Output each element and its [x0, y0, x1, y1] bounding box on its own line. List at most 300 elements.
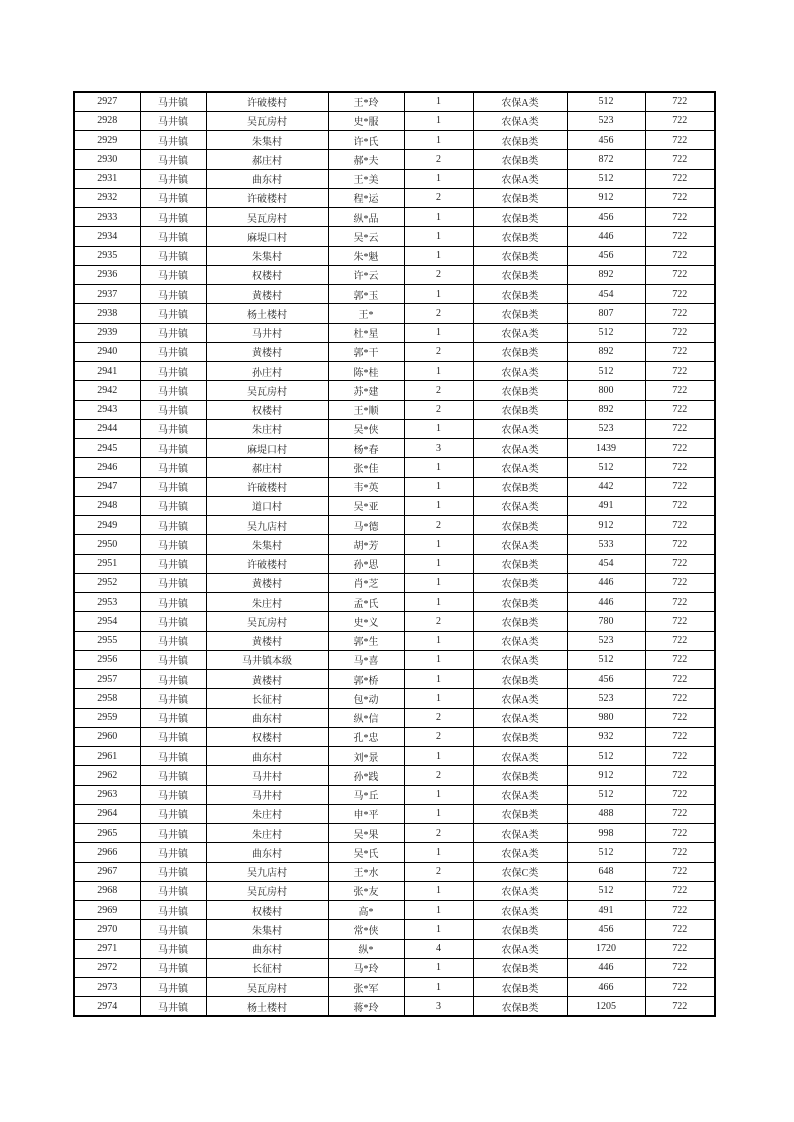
table-cell: 王*美 [328, 169, 404, 188]
table-cell: 农保B类 [473, 285, 567, 304]
table-cell: 2958 [74, 689, 140, 708]
table-cell: 农保B类 [473, 670, 567, 689]
table-cell: 454 [567, 554, 645, 573]
table-cell: 朱集村 [206, 920, 328, 939]
table-cell: 许破楼村 [206, 477, 328, 496]
table-cell: 马*德 [328, 516, 404, 535]
table-cell: 722 [645, 881, 715, 900]
table-cell: 马井镇 [140, 285, 206, 304]
table-cell: 2942 [74, 381, 140, 400]
table-cell: 农保A类 [473, 939, 567, 958]
table-cell: 王* [328, 304, 404, 323]
table-cell: 马井镇 [140, 516, 206, 535]
table-cell: 2941 [74, 362, 140, 381]
table-cell: 马井镇 [140, 92, 206, 111]
table-cell: 马井镇 [140, 227, 206, 246]
table-cell: 456 [567, 920, 645, 939]
table-cell: 农保B类 [473, 131, 567, 150]
table-cell: 912 [567, 766, 645, 785]
table-cell: 杜*星 [328, 323, 404, 342]
table-cell: 马井镇 [140, 824, 206, 843]
table-cell: 722 [645, 708, 715, 727]
table-cell: 马井镇 [140, 208, 206, 227]
table-row [74, 150, 715, 169]
table-row [74, 727, 715, 746]
table-row [74, 362, 715, 381]
table-cell: 杨土楼村 [206, 997, 328, 1016]
table-cell: 史*服 [328, 111, 404, 130]
table-cell: 孟*氏 [328, 593, 404, 612]
table-cell: 农保B类 [473, 188, 567, 207]
table-cell: 马井镇 [140, 862, 206, 881]
table-cell: 马井镇 [140, 843, 206, 862]
table-cell: 农保B类 [473, 265, 567, 284]
table-cell: 722 [645, 169, 715, 188]
table-cell: 2 [404, 708, 473, 727]
table-cell: 马井村 [206, 785, 328, 804]
table-cell: 1 [404, 650, 473, 669]
table-cell: 农保A类 [473, 785, 567, 804]
table-cell: 农保B类 [473, 593, 567, 612]
table-cell: 孙*践 [328, 766, 404, 785]
table-cell: 722 [645, 727, 715, 746]
table-row [74, 612, 715, 631]
table-cell: 2936 [74, 265, 140, 284]
table-cell: 1 [404, 362, 473, 381]
table-cell: 1 [404, 554, 473, 573]
table-cell: 1 [404, 323, 473, 342]
table-cell: 722 [645, 824, 715, 843]
table-cell: 722 [645, 362, 715, 381]
table-cell: 722 [645, 111, 715, 130]
table-cell: 孔*忠 [328, 727, 404, 746]
table-cell: 2 [404, 400, 473, 419]
table-cell: 马井镇 [140, 573, 206, 592]
table-cell: 780 [567, 612, 645, 631]
table-cell: 史*义 [328, 612, 404, 631]
table-cell: 农保C类 [473, 862, 567, 881]
table-cell: 1 [404, 670, 473, 689]
table-cell: 998 [567, 824, 645, 843]
table-cell: 郭*干 [328, 342, 404, 361]
table-cell: 1 [404, 285, 473, 304]
table-cell: 1 [404, 573, 473, 592]
table-cell: 1 [404, 246, 473, 265]
table-cell: 麻堤口村 [206, 227, 328, 246]
table-cell: 2956 [74, 650, 140, 669]
table-cell: 722 [645, 747, 715, 766]
table-row [74, 323, 715, 342]
table-row [74, 785, 715, 804]
table-cell: 长征村 [206, 958, 328, 977]
table-cell: 456 [567, 670, 645, 689]
table-cell: 黄楼村 [206, 573, 328, 592]
table-cell: 马井镇 [140, 439, 206, 458]
table-cell: 722 [645, 477, 715, 496]
table-cell: 512 [567, 362, 645, 381]
table-cell: 农保A类 [473, 419, 567, 438]
table-cell: 马*丘 [328, 785, 404, 804]
table-cell: 胡*芳 [328, 535, 404, 554]
table-cell: 2938 [74, 304, 140, 323]
table-cell: 农保A类 [473, 169, 567, 188]
table-cell: 王*水 [328, 862, 404, 881]
table-cell: 郭*桥 [328, 670, 404, 689]
table-cell: 2934 [74, 227, 140, 246]
table-cell: 2930 [74, 150, 140, 169]
table-cell: 马井镇 [140, 920, 206, 939]
table-cell: 农保A类 [473, 843, 567, 862]
table-cell: 722 [645, 573, 715, 592]
table-row [74, 131, 715, 150]
table-cell: 朱集村 [206, 535, 328, 554]
table-cell: 446 [567, 958, 645, 977]
table-cell: 2968 [74, 881, 140, 900]
table-cell: 1 [404, 496, 473, 515]
table-cell: 马井村 [206, 323, 328, 342]
table-cell: 2957 [74, 670, 140, 689]
table-cell: 2951 [74, 554, 140, 573]
table-cell: 许*氏 [328, 131, 404, 150]
table-cell: 722 [645, 785, 715, 804]
table-cell: 农保B类 [473, 400, 567, 419]
table-cell: 马井镇 [140, 400, 206, 419]
table-cell: 农保A类 [473, 92, 567, 111]
table-cell: 2959 [74, 708, 140, 727]
table-cell: 道口村 [206, 496, 328, 515]
table-cell: 722 [645, 843, 715, 862]
table-cell: 722 [645, 400, 715, 419]
table-cell: 马井镇 [140, 612, 206, 631]
table-cell: 2973 [74, 978, 140, 997]
table-cell: 2949 [74, 516, 140, 535]
table-cell: 2966 [74, 843, 140, 862]
table-cell: 申*平 [328, 804, 404, 823]
table-cell: 456 [567, 246, 645, 265]
table-cell: 农保A类 [473, 689, 567, 708]
table-cell: 吴*侠 [328, 419, 404, 438]
table-row [74, 92, 715, 111]
table-cell: 农保A类 [473, 650, 567, 669]
table-cell: 2 [404, 766, 473, 785]
table-cell: 512 [567, 881, 645, 900]
table-cell: 1 [404, 689, 473, 708]
table-row [74, 958, 715, 977]
table-cell: 吴九店村 [206, 516, 328, 535]
table-cell: 吴瓦房村 [206, 978, 328, 997]
table-cell: 722 [645, 958, 715, 977]
table-cell: 朱*魁 [328, 246, 404, 265]
table-cell: 农保B类 [473, 727, 567, 746]
table-cell: 1 [404, 747, 473, 766]
table-cell: 2955 [74, 631, 140, 650]
table-cell: 807 [567, 304, 645, 323]
table-cell: 孙庄村 [206, 362, 328, 381]
table-cell: 1 [404, 458, 473, 477]
table-cell: 农保A类 [473, 708, 567, 727]
table-cell: 2 [404, 862, 473, 881]
table-cell: 农保A类 [473, 496, 567, 515]
table-cell: 1 [404, 419, 473, 438]
table-row [74, 554, 715, 573]
table-cell: 722 [645, 285, 715, 304]
table-cell: 2944 [74, 419, 140, 438]
table-cell: 1 [404, 881, 473, 900]
table-cell: 农保B类 [473, 381, 567, 400]
table-cell: 446 [567, 593, 645, 612]
table-cell: 722 [645, 188, 715, 207]
table-row [74, 169, 715, 188]
table-cell: 2948 [74, 496, 140, 515]
table-cell: 农保B类 [473, 227, 567, 246]
table-cell: 黄楼村 [206, 631, 328, 650]
table-cell: 1439 [567, 439, 645, 458]
table-body [74, 92, 715, 1016]
table-cell: 2 [404, 304, 473, 323]
table-cell: 1 [404, 208, 473, 227]
table-cell: 2 [404, 342, 473, 361]
table-cell: 黄楼村 [206, 670, 328, 689]
table-cell: 2970 [74, 920, 140, 939]
table-cell: 许破楼村 [206, 92, 328, 111]
table-cell: 722 [645, 381, 715, 400]
table-cell: 722 [645, 92, 715, 111]
table-cell: 1 [404, 901, 473, 920]
table-cell: 张*佳 [328, 458, 404, 477]
table-cell: 黄楼村 [206, 285, 328, 304]
table-row [74, 342, 715, 361]
table-cell: 722 [645, 612, 715, 631]
table-cell: 农保A类 [473, 362, 567, 381]
table-cell: 纵*信 [328, 708, 404, 727]
table-cell: 722 [645, 246, 715, 265]
table-cell: 932 [567, 727, 645, 746]
table-cell: 农保B类 [473, 920, 567, 939]
table-cell: 912 [567, 516, 645, 535]
table-cell: 512 [567, 458, 645, 477]
table-cell: 杨*春 [328, 439, 404, 458]
table-cell: 农保B类 [473, 516, 567, 535]
table-cell: 马井镇 [140, 785, 206, 804]
table-cell: 3 [404, 997, 473, 1016]
table-cell: 2 [404, 612, 473, 631]
table-cell: 648 [567, 862, 645, 881]
table-cell: 456 [567, 208, 645, 227]
table-cell: 农保B类 [473, 997, 567, 1016]
table-cell: 吴九店村 [206, 862, 328, 881]
table-cell: 722 [645, 766, 715, 785]
table-cell: 马井镇 [140, 978, 206, 997]
table-row [74, 285, 715, 304]
table-row [74, 978, 715, 997]
table-cell: 吴瓦房村 [206, 881, 328, 900]
table-cell: 马井镇 [140, 901, 206, 920]
table-cell: 2927 [74, 92, 140, 111]
table-cell: 马井镇 [140, 419, 206, 438]
table-cell: 2940 [74, 342, 140, 361]
table-cell: 农保A类 [473, 323, 567, 342]
table-cell: 马井镇本级 [206, 650, 328, 669]
table-cell: 1 [404, 92, 473, 111]
table-cell: 许破楼村 [206, 188, 328, 207]
table-cell: 512 [567, 169, 645, 188]
table-cell: 1720 [567, 939, 645, 958]
table-cell: 陈*桂 [328, 362, 404, 381]
table-cell: 722 [645, 131, 715, 150]
table-row [74, 862, 715, 881]
table-row [74, 766, 715, 785]
table-cell: 722 [645, 862, 715, 881]
table-cell: 1 [404, 535, 473, 554]
table-cell: 722 [645, 323, 715, 342]
table-cell: 2 [404, 381, 473, 400]
table-cell: 农保A类 [473, 747, 567, 766]
table-cell: 马井村 [206, 766, 328, 785]
table-cell: 1 [404, 631, 473, 650]
table-row [74, 188, 715, 207]
table-cell: 马井镇 [140, 188, 206, 207]
table-cell: 马井镇 [140, 265, 206, 284]
table-cell: 常*侠 [328, 920, 404, 939]
table-cell: 苏*建 [328, 381, 404, 400]
table-cell: 农保B类 [473, 342, 567, 361]
table-cell: 马井镇 [140, 804, 206, 823]
table-cell: 杨土楼村 [206, 304, 328, 323]
benefit-table [73, 91, 716, 1017]
table-row [74, 670, 715, 689]
table-row [74, 747, 715, 766]
table-cell: 朱庄村 [206, 593, 328, 612]
table-cell: 872 [567, 150, 645, 169]
table-row [74, 246, 715, 265]
table-cell: 454 [567, 285, 645, 304]
table-cell: 512 [567, 747, 645, 766]
table-cell: 农保B类 [473, 978, 567, 997]
table-cell: 533 [567, 535, 645, 554]
table-cell: 曲东村 [206, 747, 328, 766]
table-cell: 980 [567, 708, 645, 727]
table-row [74, 400, 715, 419]
table-cell: 高* [328, 901, 404, 920]
table-cell: 2 [404, 188, 473, 207]
table-cell: 农保B类 [473, 766, 567, 785]
table-cell: 523 [567, 419, 645, 438]
table-cell: 2960 [74, 727, 140, 746]
table-cell: 权楼村 [206, 400, 328, 419]
table-cell: 权楼村 [206, 901, 328, 920]
table-cell: 吴*云 [328, 227, 404, 246]
table-cell: 农保B类 [473, 612, 567, 631]
table-row [74, 631, 715, 650]
table-cell: 912 [567, 188, 645, 207]
table-cell: 马井镇 [140, 554, 206, 573]
table-cell: 马井镇 [140, 150, 206, 169]
table-cell: 2969 [74, 901, 140, 920]
table-cell: 722 [645, 227, 715, 246]
table-cell: 722 [645, 670, 715, 689]
table-cell: 2932 [74, 188, 140, 207]
table-cell: 马井镇 [140, 766, 206, 785]
table-cell: 2952 [74, 573, 140, 592]
table-cell: 3 [404, 439, 473, 458]
table-row [74, 573, 715, 592]
table-cell: 农保A类 [473, 901, 567, 920]
table-cell: 2943 [74, 400, 140, 419]
table-cell: 2974 [74, 997, 140, 1016]
table-cell: 446 [567, 227, 645, 246]
table-row [74, 458, 715, 477]
table-cell: 黄楼村 [206, 342, 328, 361]
table-row [74, 208, 715, 227]
table-cell: 吴瓦房村 [206, 111, 328, 130]
table-cell: 2 [404, 150, 473, 169]
table-cell: 722 [645, 304, 715, 323]
table-row [74, 227, 715, 246]
table-cell: 刘*景 [328, 747, 404, 766]
table-cell: 农保A类 [473, 439, 567, 458]
table-cell: 722 [645, 978, 715, 997]
table-row [74, 516, 715, 535]
table-cell: 郝庄村 [206, 458, 328, 477]
table-cell: 包*动 [328, 689, 404, 708]
table-cell: 1205 [567, 997, 645, 1016]
table-row [74, 381, 715, 400]
table-cell: 1 [404, 843, 473, 862]
table-row [74, 496, 715, 515]
table-cell: 曲东村 [206, 169, 328, 188]
table-cell: 农保A类 [473, 111, 567, 130]
table-cell: 王*顺 [328, 400, 404, 419]
table-cell: 2953 [74, 593, 140, 612]
table-cell: 1 [404, 111, 473, 130]
table-cell: 722 [645, 150, 715, 169]
table-cell: 马井镇 [140, 650, 206, 669]
table-cell: 孙*思 [328, 554, 404, 573]
table-cell: 马井镇 [140, 958, 206, 977]
table-cell: 722 [645, 997, 715, 1016]
table-cell: 农保B类 [473, 804, 567, 823]
table-row [74, 304, 715, 323]
table-cell: 农保A类 [473, 631, 567, 650]
table-cell: 朱庄村 [206, 824, 328, 843]
table-cell: 农保A类 [473, 458, 567, 477]
table-cell: 722 [645, 342, 715, 361]
table-row [74, 901, 715, 920]
table-cell: 722 [645, 689, 715, 708]
table-cell: 马井镇 [140, 477, 206, 496]
table-cell: 马井镇 [140, 535, 206, 554]
table-cell: 曲东村 [206, 843, 328, 862]
table-cell: 吴*亚 [328, 496, 404, 515]
table-cell: 1 [404, 227, 473, 246]
table-cell: 马井镇 [140, 881, 206, 900]
table-row [74, 265, 715, 284]
table-cell: 马井镇 [140, 111, 206, 130]
table-cell: 肖*芝 [328, 573, 404, 592]
table-cell: 蒋*玲 [328, 997, 404, 1016]
table-cell: 722 [645, 554, 715, 573]
table-row [74, 708, 715, 727]
table-row [74, 535, 715, 554]
table-cell: 2954 [74, 612, 140, 631]
table-cell: 2972 [74, 958, 140, 977]
table-cell: 722 [645, 631, 715, 650]
table-cell: 1 [404, 804, 473, 823]
table-cell: 2945 [74, 439, 140, 458]
table-cell: 马井镇 [140, 246, 206, 265]
table-cell: 512 [567, 323, 645, 342]
table-cell: 农保B类 [473, 958, 567, 977]
